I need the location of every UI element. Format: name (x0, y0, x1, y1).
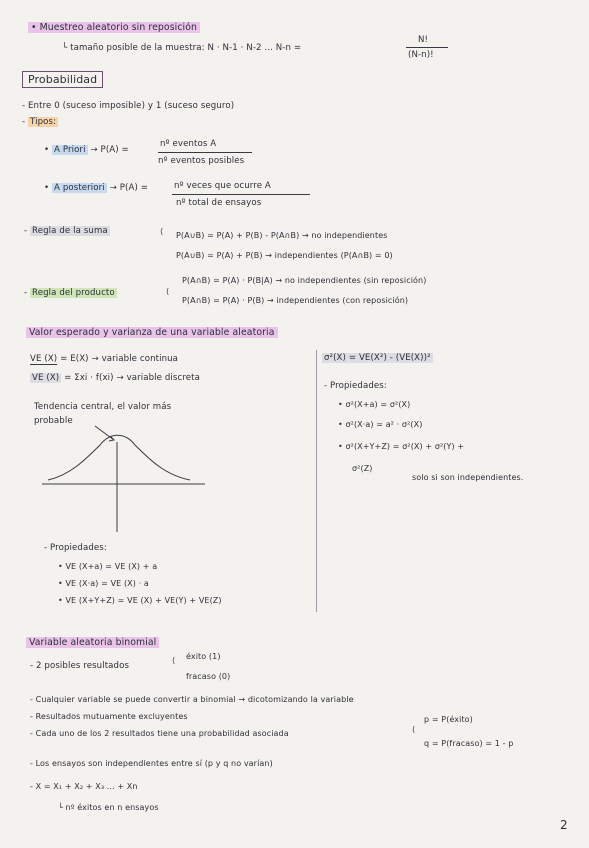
binomial-fracaso: fracaso (0) (186, 672, 231, 681)
ve-discreta-label: VE (X) (32, 373, 60, 383)
varianza-formula: σ²(X) = VE(X²) - (VE(X))² (324, 353, 431, 363)
propiedad-right-4: σ²(Z) (352, 464, 373, 473)
propiedades-right-title: - Propiedades: (324, 381, 387, 391)
valor-esperado-line (26, 327, 278, 338)
tamano-line: └ tamaño posible de la muestra: N · N-1 · N-2 ... N-n = (62, 43, 302, 53)
tamano-denominator: (N-n)! (408, 50, 434, 60)
solo-si-note: solo si son independientes. (412, 473, 524, 482)
producto-label: Regla del producto (32, 288, 115, 298)
a-posteriori-fraction-bar (172, 194, 310, 195)
a-priori-line: • A Priori → P(A) = (44, 145, 129, 155)
binomial-pq-brace: ⟨ (412, 725, 416, 734)
suma-formula-1: P(A∪B) = P(A) + P(B) - P(A∩B) → no independientes (176, 231, 388, 240)
propiedad-left-1: • VE (X+a) = VE (X) + a (58, 562, 158, 571)
a-priori-numerator: nº eventos A (160, 139, 217, 149)
a-posteriori-numerator: nº veces que ocurre A (174, 181, 271, 191)
varianza-definition (322, 353, 433, 364)
suma-line: - Regla de la suma (24, 226, 108, 236)
propiedad-left-3: • VE (X+Y+Z) = VE (X) + VE(Y) + VE(Z) (58, 596, 222, 605)
tipos-text: Tipos: (30, 117, 57, 127)
binomial-brace: ⟨ (172, 656, 176, 665)
binomial-q: q = P(fracaso) = 1 - p (424, 739, 514, 748)
a-priori-fraction-bar (158, 152, 252, 153)
suma-label: Regla de la suma (32, 226, 108, 236)
propiedad-right-2: • σ²(X·a) = a² · σ²(X) (338, 420, 423, 429)
probabilidad-title: Probabilidad (22, 71, 103, 88)
muestreo-line (28, 22, 200, 33)
producto-brace: ⟨ (166, 287, 170, 296)
valor-esperado-title: Valor esperado y varianza de una variable aleatoria (26, 327, 278, 338)
entre-line: - Entre 0 (suceso imposible) y 1 (suceso seguro) (22, 101, 235, 111)
tamano-fraction-bar (406, 47, 448, 48)
binomial-cualquier: - Cualquier variable se puede convertir a binomial → dicotomizando la variable (30, 695, 354, 704)
a-priori-eq: → P(A) = (90, 145, 129, 155)
propiedades-left-title: - Propiedades: (44, 543, 107, 553)
producto-formula-1: P(A∩B) = P(A) · P(B|A) → no independientes (sin reposición) (182, 276, 427, 285)
ve-continua-label: VE (X) (30, 354, 58, 364)
column-divider (316, 350, 317, 612)
normal-curve-sketch (40, 420, 210, 535)
binomial-cada: - Cada uno de los 2 resultados tiene una probabilidad asociada (30, 729, 289, 738)
tamano-numerator: N! (418, 35, 429, 45)
a-priori-denominator: nº eventos posibles (158, 156, 245, 166)
a-priori-label: A Priori (54, 145, 86, 155)
tendencia-line: Tendencia central, el valor más (34, 402, 172, 412)
ve-continua-line (30, 354, 178, 365)
binomial-exito: éxito (1) (186, 652, 221, 661)
a-posteriori-label: A posteriori (54, 183, 105, 193)
propiedad-right-1: • σ²(X+a) = σ²(X) (338, 400, 411, 409)
suma-formula-2: P(A∪B) = P(A) + P(B) → independientes (P(A∩B) = 0) (176, 251, 393, 260)
probable-line: probable (34, 416, 73, 426)
a-posteriori-line: • A posteriori → P(A) = (44, 183, 149, 193)
binomial-ensayos: - Los ensayos son independientes entre sí (p y q no varían) (30, 759, 273, 768)
muestreo-text: • Muestreo aleatorio sin reposición (28, 22, 200, 33)
ve-discreta-line (30, 373, 200, 384)
binomial-title: Variable aleatoria binomial (26, 637, 159, 648)
binomial-resultados: - 2 posibles resultados (30, 661, 130, 671)
ve-continua-rest: = E(X) → variable continua (60, 354, 179, 364)
binomial-p: p = P(éxito) (424, 715, 473, 724)
ve-discreta-rest: = Σxi · f(xi) → variable discreta (64, 373, 200, 383)
binomial-x-sum: - X = X₁ + X₂ + X₃ ... + Xn (30, 782, 138, 791)
suma-brace: ⟨ (160, 227, 164, 236)
binomial-excluyentes: - Resultados mutuamente excluyentes (30, 712, 188, 721)
a-posteriori-eq: → P(A) = (109, 183, 149, 193)
propiedad-left-2: • VE (X·a) = VE (X) · a (58, 579, 149, 588)
tipos-line: - Tipos: (22, 117, 57, 127)
a-posteriori-denominator: nº total de ensayos (176, 198, 262, 208)
producto-line: - Regla del producto (24, 288, 115, 298)
binomial-line (26, 637, 159, 648)
binomial-exitos: └ nº éxitos en n ensayos (58, 803, 159, 812)
producto-formula-2: P(A∩B) = P(A) · P(B) → independientes (con reposición) (182, 296, 409, 305)
page-number: 2 (560, 818, 568, 832)
propiedad-right-3: • σ²(X+Y+Z) = σ²(X) + σ²(Y) + (338, 442, 465, 451)
